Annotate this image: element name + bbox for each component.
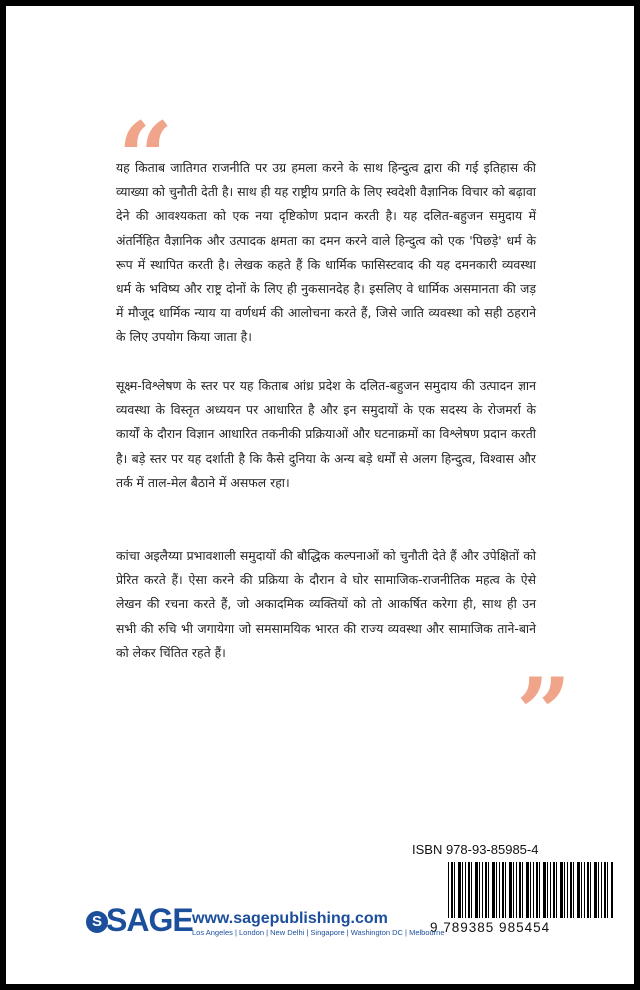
isbn-label: ISBN 978-93-85985-4	[412, 842, 539, 857]
barcode	[448, 862, 613, 918]
back-cover	[6, 6, 634, 984]
publisher-url[interactable]: www.sagepublishing.com	[192, 910, 388, 927]
barcode-digits: 9 789385 985454	[430, 920, 551, 935]
publisher-wordmark: SAGE	[106, 902, 193, 938]
blurb-paragraph-2: सूक्ष्म-विश्लेषण के स्तर पर यह किताब आंध्र प्रदेश के दलित-बहुजन समुदाय की उत्पादन ज्ञान व्यवस्था के विस्तृत अध्ययन पर आधारित है और इन समुदायों के एक सदस्य के रोजमर्रा के कार्यों के दौरान विज्ञान आधारित तकनीकी प्रक्रियाओं और घटनाक्रमों का विश्लेषण प्रदान करती है। बड़े स्तर पर यह दर्शाती है कि कैसे दुनिया के अन्य बड़े धर्मों से अलग हिन्दुत्व, विश्वास और तर्क में ताल-मेल बैठाने में असफल रहा।	[116, 378, 536, 490]
publisher-cities: Los Angeles | London | New Delhi | Singapore | Washington DC | Melbourne	[192, 928, 445, 937]
blurb-paragraph-1: यह किताब जातिगत राजनीति पर उग्र हमला करने के साथ हिन्दुत्व द्वारा की गई इतिहास की व्याख्या को चुनौती देती है। साथ ही यह राष्ट्रीय प्रगति के लिए स्वदेशी वैज्ञानिक विचार को बढ़ावा देने की आवश्यकता को एक नया दृष्टिकोण प्रदान करती है। यह दलित-बहुजन समुदाय में अंतर्निहित वैज्ञानिक और उत्पादक क्षमता का दमन करने वाले हिन्दुत्व को एक 'पिछड़े' धर्म के रूप में स्थापित करती है। लेखक कहते हैं कि धार्मिक फासिस्टवाद की यह दमनकारी व्यवस्था धर्म के भविष्य और राष्ट्र दोनों के लिए ही नुकसानदेह है। इसलिए वे धार्मिक असमानता की जड़ में मौजूद धार्मिक न्याय या वर्णधर्म की आलोचना करते हैं, जिसे जाति व्यवस्था को सही ठहराने के लिए उपयोग किया जाता है।	[116, 160, 536, 345]
blurb-paragraph-3: कांचा अइलैय्या प्रभावशाली समुदायों की बौद्धिक कल्पनाओं को चुनौती देते हैं और उपेक्षितों को प्रेरित करते हैं। ऐसा करने की प्रक्रिया के दौरान वे घोर सामाजिक-राजनीतिक महत्व के ऐसे लेखन की रचना करते हैं, जो अकादमिक व्यक्तियों को तो आकर्षित करेगा ही, साथ ही उन सभी की रुचि भी जगायेगा जो समसामयिक भारत की राज्य व्यवस्था और सामाजिक ताने-बाने को लेकर चिंतित रहते हैं।	[116, 548, 536, 660]
close-quote-mark: ”	[516, 657, 572, 770]
open-quote-mark: “	[118, 101, 174, 214]
sage-logo-icon	[86, 911, 108, 933]
